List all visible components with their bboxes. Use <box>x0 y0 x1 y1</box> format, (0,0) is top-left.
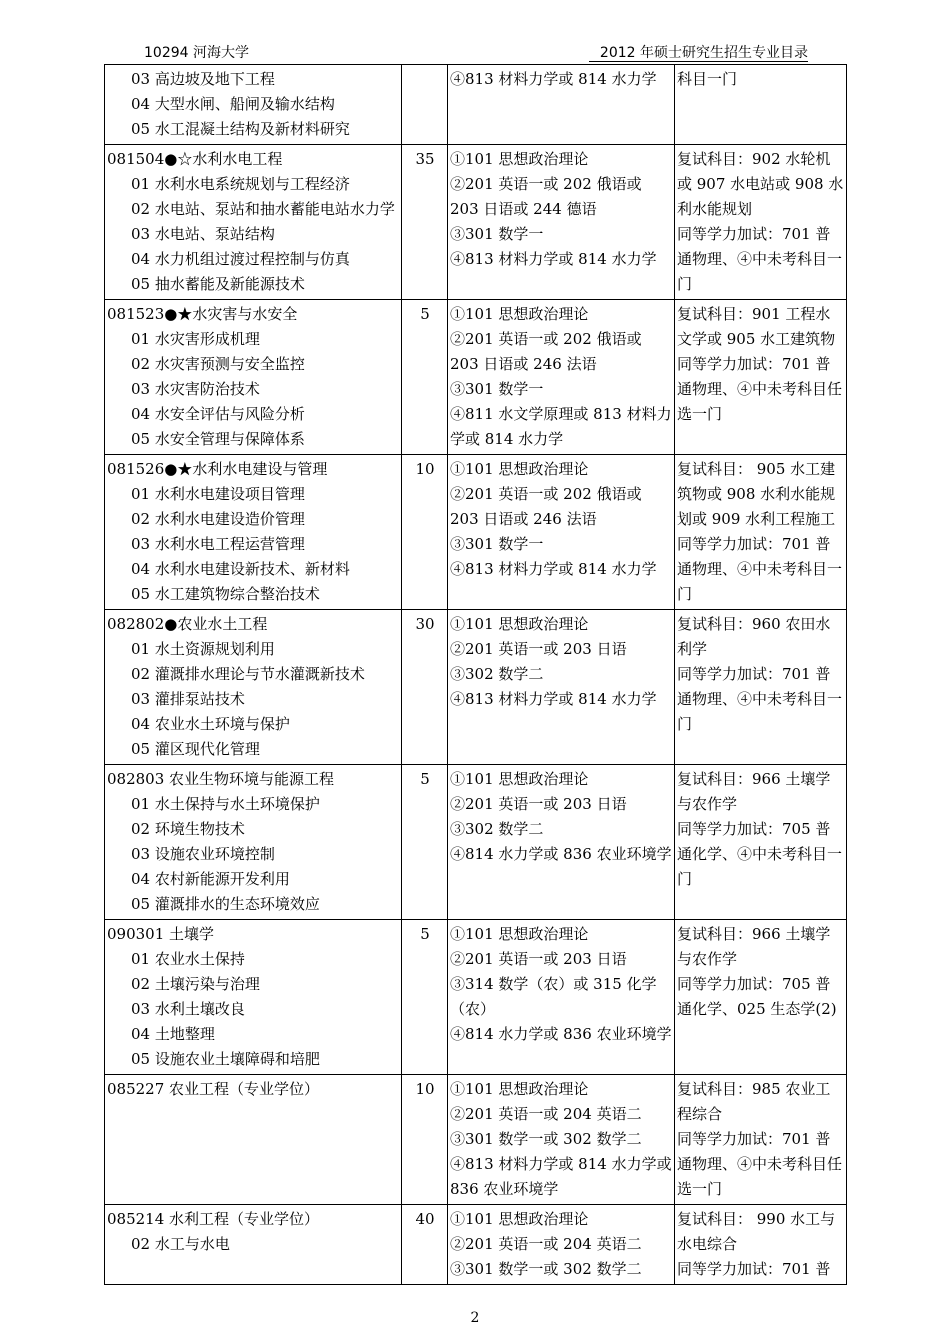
exam-subjects-cell <box>448 1205 675 1285</box>
enrollment-quota: 5 <box>402 300 448 455</box>
program-code: 085227 农业工程（专业学位） <box>107 1080 320 1098</box>
notes-cell <box>675 455 847 610</box>
exam-subject: ④813 材料力学或 814 水力学 <box>450 250 657 268</box>
exam-subject: ①101 思想政治理论 <box>450 460 589 478</box>
table-row <box>105 1075 847 1205</box>
notes-cell <box>675 610 847 765</box>
exam-subjects-cell <box>448 455 675 610</box>
table-row <box>105 765 847 920</box>
note-text: 同等学力加试：705 普通化学、④中未考科目一门 <box>677 820 843 888</box>
program-code: 090301 土壤学 <box>107 925 215 943</box>
research-direction: 02 土壤污染与治理 <box>131 975 260 993</box>
note-text: 同等学力加试：701 普通物理、④中未考科目一门 <box>677 665 843 733</box>
exam-subject: ①101 思想政治理论 <box>450 925 589 943</box>
exam-subject: ②201 英语一或 203 日语 <box>450 640 627 658</box>
exam-subject: ①101 思想政治理论 <box>450 1210 589 1228</box>
research-direction: 02 水工与水电 <box>131 1235 230 1253</box>
exam-subject: ①101 思想政治理论 <box>450 615 589 633</box>
table-row <box>105 300 847 455</box>
note-text: 同等学力加试：701 普通物理、④中未考科目任选一门 <box>677 355 843 423</box>
exam-subject: ②201 英语一或 203 日语 <box>450 795 627 813</box>
notes-cell <box>675 765 847 920</box>
program-code: 085214 水利工程（专业学位） <box>107 1210 320 1228</box>
exam-subject: ④814 水力学或 836 农业环境学 <box>450 1025 672 1043</box>
notes-cell <box>675 920 847 1075</box>
note-text: 同等学力加试：705 普通化学、025 生态学(2) <box>677 975 837 1018</box>
exam-subject: ②201 英语一或 203 日语 <box>450 950 627 968</box>
catalog-table-body <box>105 65 847 1285</box>
exam-subjects-cell <box>448 145 675 300</box>
exam-subject: ③301 数学一 <box>450 380 544 398</box>
program-code: 082802●农业水土工程 <box>107 615 268 633</box>
program-cell <box>105 765 402 920</box>
header-catalog-title: 2012 年硕士研究生招生专业目录 <box>599 45 808 61</box>
table-row <box>105 65 847 145</box>
program-cell <box>105 145 402 300</box>
enrollment-quota <box>402 65 448 145</box>
research-direction: 02 水利水电建设造价管理 <box>131 510 305 528</box>
research-direction: 03 水利土壤改良 <box>131 1000 245 1018</box>
table-row <box>105 1205 847 1285</box>
research-direction: 04 水安全评估与风险分析 <box>131 405 305 423</box>
note-text: 复试科目： 990 水工与水电综合 <box>677 1210 836 1253</box>
enrollment-quota: 10 <box>402 1075 448 1205</box>
exam-subjects-cell <box>448 300 675 455</box>
program-cell <box>105 455 402 610</box>
exam-subject: ③314 数学（农）或 315 化学（农） <box>450 975 657 1018</box>
exam-subject: ④811 水文学原理或 813 材料力学或 814 水力学 <box>450 405 672 448</box>
research-direction: 01 水利水电建设项目管理 <box>131 485 305 503</box>
research-direction: 04 农村新能源开发利用 <box>131 870 290 888</box>
exam-subject: ②201 英语一或 202 俄语或 203 日语或 246 法语 <box>450 485 642 528</box>
research-direction: 03 灌排泵站技术 <box>131 690 245 708</box>
research-direction: 02 水灾害预测与安全监控 <box>131 355 305 373</box>
exam-subject: ①101 思想政治理论 <box>450 1080 589 1098</box>
table-row <box>105 610 847 765</box>
exam-subject: ④813 材料力学或 814 水力学 <box>450 690 657 708</box>
notes-cell <box>675 65 847 145</box>
research-direction: 05 抽水蓄能及新能源技术 <box>131 275 305 293</box>
note-text: 复试科目：966 土壤学与农作学 <box>677 770 831 813</box>
program-code: 081504●☆水利水电工程 <box>107 150 283 168</box>
exam-subject: ③302 数学二 <box>450 820 544 838</box>
enrollment-quota: 35 <box>402 145 448 300</box>
exam-subjects-cell <box>448 765 675 920</box>
page-header <box>104 40 846 62</box>
program-cell <box>105 300 402 455</box>
research-direction: 02 灌溉排水理论与节水灌溉新技术 <box>131 665 365 683</box>
note-text: 复试科目：902 水轮机或 907 水电站或 908 水利水能规划 <box>677 150 844 218</box>
research-direction: 03 高边坡及地下工程 <box>131 70 275 88</box>
catalog-table <box>104 64 847 1285</box>
research-direction: 04 土地整理 <box>131 1025 215 1043</box>
research-direction: 05 灌溉排水的生态环境效应 <box>131 895 320 913</box>
exam-subjects-cell <box>448 1075 675 1205</box>
research-direction: 01 水灾害形成机理 <box>131 330 260 348</box>
research-direction: 05 水工建筑物综合整治技术 <box>131 585 320 603</box>
research-direction: 03 水利水电工程运营管理 <box>131 535 305 553</box>
program-code: 082803 农业生物环境与能源工程 <box>107 770 335 788</box>
page-number: 2 <box>470 1310 480 1326</box>
note-text: 复试科目： 905 水工建筑物或 908 水利水能规划或 909 水利工程施工 <box>677 460 836 528</box>
table-row <box>105 920 847 1075</box>
program-cell <box>105 610 402 765</box>
note-text: 复试科目：960 农田水利学 <box>677 615 831 658</box>
research-direction: 03 水灾害防治技术 <box>131 380 260 398</box>
enrollment-quota: 5 <box>402 765 448 920</box>
table-row <box>105 455 847 610</box>
notes-cell <box>675 145 847 300</box>
exam-subject: ①101 思想政治理论 <box>450 770 589 788</box>
note-text: 同等学力加试：701 普 <box>677 1260 831 1278</box>
note-text: 同等学力加试：701 普通物理、④中未考科目任选一门 <box>677 1130 843 1198</box>
exam-subject: ②201 英语一或 204 英语二 <box>450 1235 642 1253</box>
exam-subject: ④814 水力学或 836 农业环境学 <box>450 845 672 863</box>
exam-subject: ③301 数学一 <box>450 535 544 553</box>
note-text: 复试科目：985 农业工程综合 <box>677 1080 831 1123</box>
program-cell <box>105 1075 402 1205</box>
exam-subject: ④813 材料力学或 814 水力学 <box>450 560 657 578</box>
enrollment-quota: 40 <box>402 1205 448 1285</box>
research-direction: 04 水利水电建设新技术、新材料 <box>131 560 350 578</box>
notes-cell <box>675 1075 847 1205</box>
research-direction: 01 农业水土保持 <box>131 950 245 968</box>
exam-subjects-cell <box>448 610 675 765</box>
program-cell <box>105 1205 402 1285</box>
program-cell <box>105 65 402 145</box>
note-text: 复试科目：966 土壤学与农作学 <box>677 925 831 968</box>
research-direction: 05 灌区现代化管理 <box>131 740 260 758</box>
notes-cell <box>675 300 847 455</box>
exam-subject: ②201 英语一或 202 俄语或 203 日语或 244 德语 <box>450 175 642 218</box>
enrollment-quota: 5 <box>402 920 448 1075</box>
exam-subject: ④813 材料力学或 814 水力学或 836 农业环境学 <box>450 1155 672 1198</box>
exam-subjects-cell <box>448 920 675 1075</box>
research-direction: 03 水电站、泵站结构 <box>131 225 275 243</box>
note-text: 同等学力加试：701 普通物理、④中未考科目一门 <box>677 535 843 603</box>
notes-cell <box>675 1205 847 1285</box>
note-text: 同等学力加试：701 普通物理、④中未考科目一门 <box>677 225 843 293</box>
research-direction: 05 设施农业土壤障碍和培肥 <box>131 1050 320 1068</box>
exam-subject: ④813 材料力学或 814 水力学 <box>450 70 657 88</box>
exam-subject: ③302 数学二 <box>450 665 544 683</box>
enrollment-quota: 30 <box>402 610 448 765</box>
table-row <box>105 145 847 300</box>
exam-subject: ①101 思想政治理论 <box>450 150 589 168</box>
research-direction: 02 水电站、泵站和抽水蓄能电站水力学 <box>131 200 395 218</box>
research-direction: 04 大型水闸、船闸及输水结构 <box>131 95 335 113</box>
exam-subjects-cell <box>448 65 675 145</box>
program-code: 081526●★水利水电建设与管理 <box>107 460 328 478</box>
research-direction: 04 水力机组过渡过程控制与仿真 <box>131 250 350 268</box>
research-direction: 04 农业水土环境与保护 <box>131 715 290 733</box>
research-direction: 02 环境生物技术 <box>131 820 245 838</box>
research-direction: 05 水安全管理与保障体系 <box>131 430 305 448</box>
exam-subject: ③301 数学一或 302 数学二 <box>450 1130 642 1148</box>
research-direction: 01 水土资源规划利用 <box>131 640 275 658</box>
research-direction: 03 设施农业环境控制 <box>131 845 275 863</box>
enrollment-quota: 10 <box>402 455 448 610</box>
exam-subject: ②201 英语一或 202 俄语或 203 日语或 246 法语 <box>450 330 642 373</box>
research-direction: 05 水工混凝土结构及新材料研究 <box>131 120 350 138</box>
header-university: 10294 河海大学 <box>144 45 249 61</box>
exam-subject: ②201 英语一或 204 英语二 <box>450 1105 642 1123</box>
note-text: 科目一门 <box>677 70 738 88</box>
research-direction: 01 水土保持与水土环境保护 <box>131 795 320 813</box>
program-code: 081523●★水灾害与水安全 <box>107 305 298 323</box>
research-direction: 01 水利水电系统规划与工程经济 <box>131 175 350 193</box>
exam-subject: ③301 数学一 <box>450 225 544 243</box>
exam-subject: ①101 思想政治理论 <box>450 305 589 323</box>
note-text: 复试科目：901 工程水文学或 905 水工建筑物 <box>677 305 836 348</box>
program-cell <box>105 920 402 1075</box>
exam-subject: ③301 数学一或 302 数学二 <box>450 1260 642 1278</box>
header-rule <box>589 61 808 62</box>
